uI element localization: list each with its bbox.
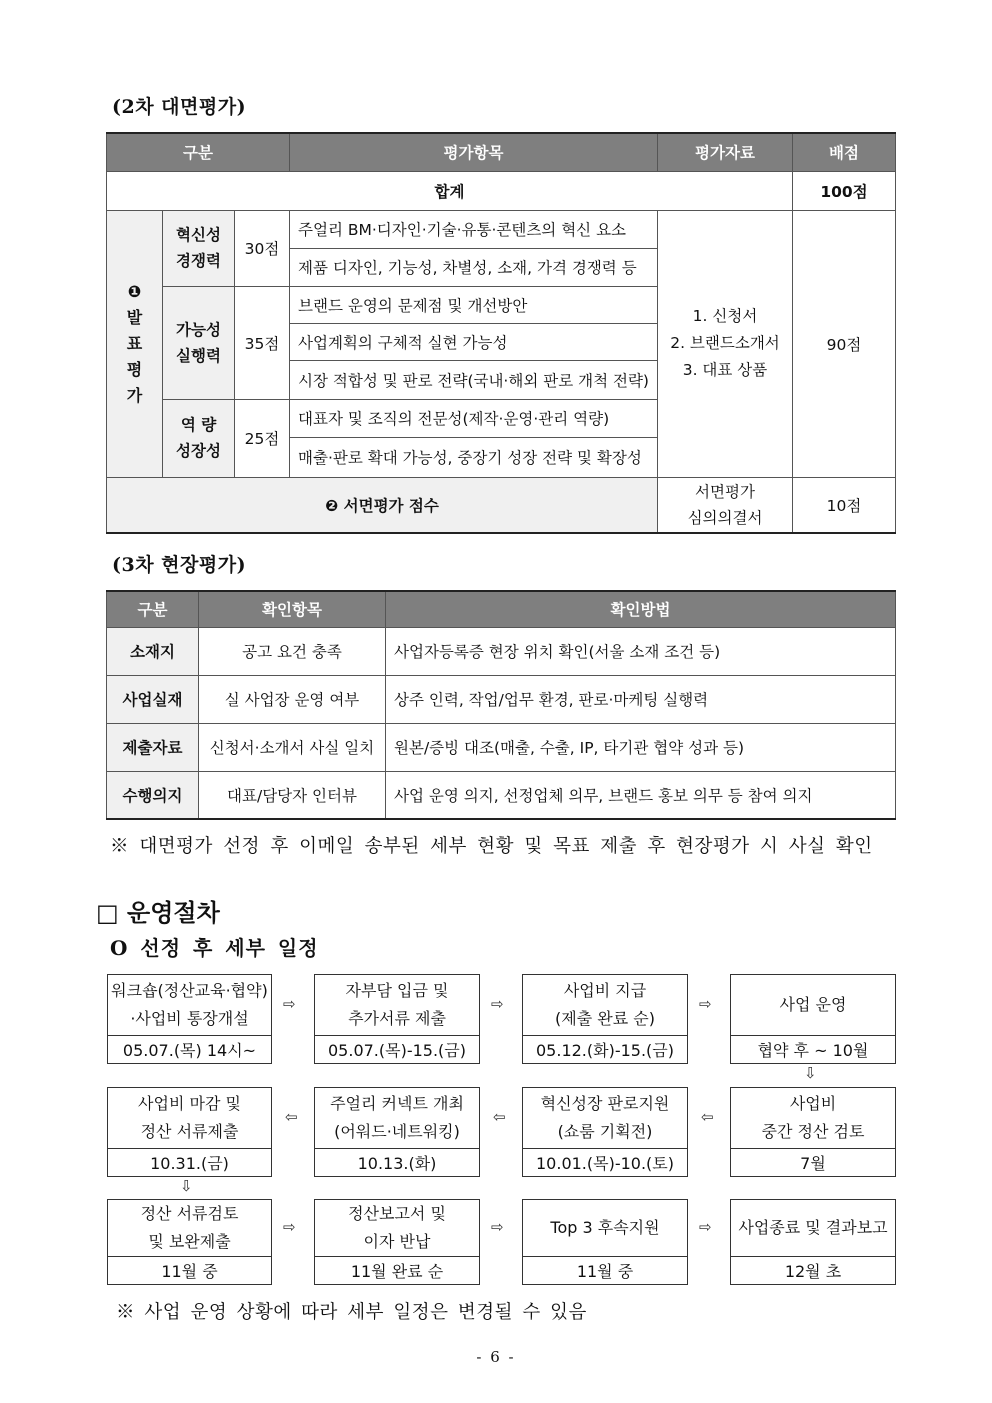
header-check-method: 확인방법: [386, 591, 896, 627]
eval-item: 사업계획의 구체적 실현 가능성: [290, 323, 658, 360]
row-category: 수행의지: [107, 771, 199, 819]
written-eval-score: 10점: [793, 477, 896, 533]
section2-title: (2차 대면평가): [112, 96, 247, 118]
step-document-review: 정산 서류검토 및 보완제출 11월 중: [107, 1199, 272, 1285]
step-deposit: 자부담 입금 및 추가서류 제출 05.07.(목)-15.(금): [314, 974, 480, 1064]
arrow-left-icon: ⇦: [701, 1108, 714, 1126]
group-feasibility-score: 35점: [235, 286, 290, 399]
header-eval-item: 평가항목: [290, 133, 658, 171]
step-settlement-report: 정산보고서 및 이자 반납 11월 완료 순: [314, 1199, 480, 1285]
header-category: 구분: [107, 133, 290, 171]
row-category: 사업실재: [107, 675, 199, 723]
step-workshop: 워크숍(정산교육·협약) ·사업비 통장개설 05.07.(목) 14시~: [107, 974, 272, 1064]
site-evaluation-note: ※ 대면평가 선정 후 이메일 송부된 세부 현황 및 목표 제출 후 현장평가 시 사실 확인: [110, 836, 873, 857]
row-item: 신청서·소개서 사실 일치: [199, 723, 386, 771]
group-capability: 역 량 성장성: [163, 399, 235, 477]
arrow-right-icon: ⇨: [283, 995, 296, 1013]
header-check-item: 확인항목: [199, 591, 386, 627]
step-jewelry-connect: 주얼리 커넥트 개최 (어워드·네트워킹) 10.13.(화): [314, 1087, 480, 1177]
step-settlement-submit: 사업비 마감 및 정산 서류제출 10.31.(금): [107, 1087, 272, 1177]
step-interim-review: 사업비 중간 정산 검토 7월: [730, 1087, 896, 1177]
row-method: 사업자등록증 현장 위치 확인(서울 소재 조건 등): [386, 627, 896, 675]
group-feasibility: 가능성 실행력: [163, 286, 235, 399]
group-innovation-score: 30점: [235, 210, 290, 286]
total-label: 합계: [107, 171, 793, 210]
row-category: 소재지: [107, 627, 199, 675]
eval-item: 시장 적합성 및 판로 전략(국내·해외 판로 개척 전략): [290, 360, 658, 399]
site-evaluation-table: [106, 590, 896, 820]
presentation-eval-label: ❶ 발 표 평 가: [107, 210, 163, 477]
arrow-right-icon: ⇨: [283, 1218, 296, 1236]
step-sales-support: 혁신성장 판로지원 (쇼룸 기획전) 10.01.(목)-10.(토): [522, 1087, 688, 1177]
eval-materials: 1. 신청서 2. 브랜드소개서 3. 대표 상품: [658, 210, 793, 477]
eval-item: 제품 디자인, 기능성, 차별성, 소재, 가격 경쟁력 등: [290, 248, 658, 286]
group-capability-score: 25점: [235, 399, 290, 477]
row-item: 대표/담당자 인터뷰: [199, 771, 386, 819]
row-method: 원본/증빙 대조(매출, 수출, IP, 타기관 협약 성과 등): [386, 723, 896, 771]
row-category: 제출자료: [107, 723, 199, 771]
written-eval-material: 서면평가 심의의결서: [658, 477, 793, 533]
arrow-right-icon: ⇨: [491, 995, 504, 1013]
eval-item: 주얼리 BM·디자인·기술·유통·콘텐츠의 혁신 요소: [290, 210, 658, 248]
arrow-left-icon: ⇦: [285, 1108, 298, 1126]
header-category: 구분: [107, 591, 199, 627]
page-number: - 6 -: [476, 1348, 516, 1366]
procedure-title: □ 운영절차: [96, 899, 220, 927]
header-eval-material: 평가자료: [658, 133, 793, 171]
header-score: 배점: [793, 133, 896, 171]
row-method: 상주 인력, 작업/업무 환경, 판로·마케팅 실행력: [386, 675, 896, 723]
eval-item: 브랜드 운영의 문제점 및 개선방안: [290, 286, 658, 323]
arrow-right-icon: ⇨: [699, 995, 712, 1013]
total-score: 100점: [793, 171, 896, 210]
presentation-bullet: ❶: [127, 281, 142, 301]
row-method: 사업 운영 의지, 선정업체 의무, 브랜드 홍보 의무 등 참여 의지: [386, 771, 896, 819]
group-innovation: 혁신성 경쟁력: [163, 210, 235, 286]
eval-item: 대표자 및 조직의 전문성(제작·운영·관리 역량): [290, 399, 658, 437]
arrow-down-icon: ⇩: [180, 1177, 193, 1195]
arrow-down-icon: ⇩: [804, 1064, 817, 1082]
procedure-note: ※ 사업 운영 상황에 따라 세부 일정은 변경될 수 있음: [116, 1302, 587, 1323]
row-item: 실 사업장 운영 여부: [199, 675, 386, 723]
presentation-score: 90점: [793, 210, 896, 477]
step-final-report: 사업종료 및 결과보고 12월 초: [730, 1199, 896, 1285]
procedure-subtitle: O 선정 후 세부 일정: [110, 936, 319, 960]
eval-item: 매출·판로 확대 가능성, 중장기 성장 전략 및 확장성: [290, 437, 658, 477]
interview-evaluation-table: [106, 132, 896, 534]
section3-title: (3차 현장평가): [112, 554, 247, 576]
step-top3-support: Top 3 후속지원 11월 중: [522, 1199, 688, 1285]
row-item: 공고 요건 충족: [199, 627, 386, 675]
arrow-right-icon: ⇨: [491, 1218, 504, 1236]
arrow-right-icon: ⇨: [699, 1218, 712, 1236]
written-eval-label: ❷ 서면평가 점수: [107, 477, 658, 533]
step-operation: 사업 운영 협약 후 ~ 10월: [730, 974, 896, 1064]
arrow-left-icon: ⇦: [493, 1108, 506, 1126]
step-payment: 사업비 지급 (제출 완료 순) 05.12.(화)-15.(금): [522, 974, 688, 1064]
